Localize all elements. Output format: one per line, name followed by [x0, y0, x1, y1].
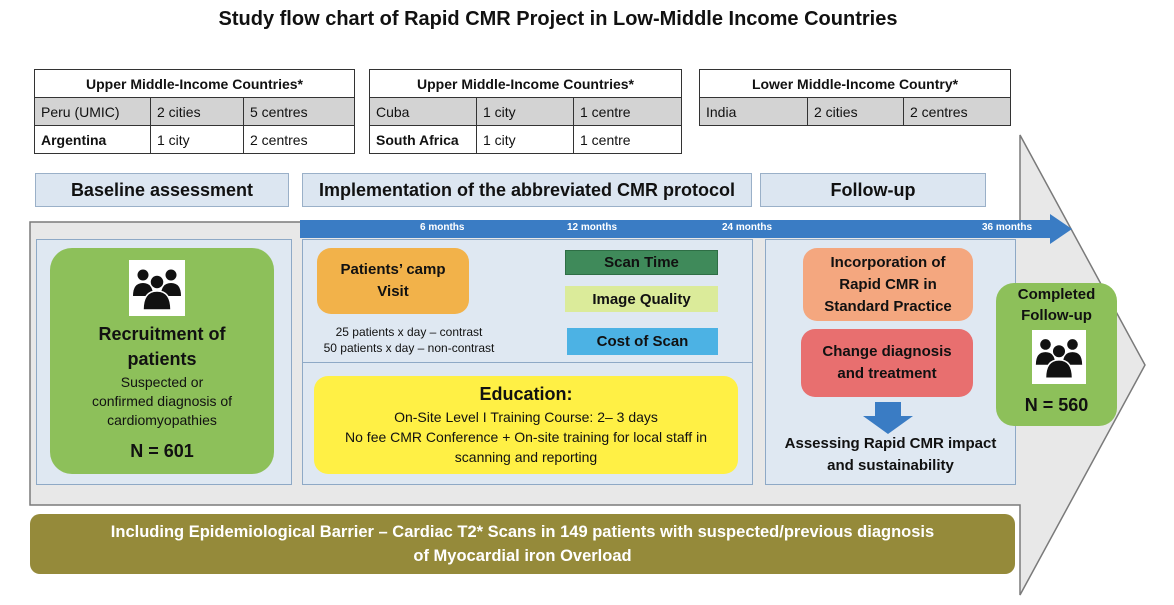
table-cell: 2 cities — [808, 98, 904, 126]
table-cell: 2 cities — [151, 98, 244, 126]
timeline-label: 12 months — [567, 222, 618, 233]
completed-title: Completed Follow-up — [1017, 286, 1096, 324]
people-icon — [1032, 330, 1086, 384]
timeline-label: 36 months — [982, 222, 1033, 233]
table-cell: 1 centre — [574, 126, 682, 154]
table-header: Upper Middle-Income Countries* — [35, 70, 355, 98]
image-quality-box: Image Quality — [565, 286, 718, 312]
recruitment-title: Recruitment of patients — [98, 324, 226, 369]
scan-time-box: Scan Time — [565, 250, 718, 275]
completed-n: N = 560 — [1024, 395, 1089, 415]
table-cell: 1 city — [477, 98, 574, 126]
education-title: Education: — [479, 384, 573, 404]
table-cell: 2 centres — [244, 126, 355, 154]
table-cell: 1 city — [151, 126, 244, 154]
table-cell: 1 centre — [574, 98, 682, 126]
assessing-impact-text: Assessing Rapid CMR impact and sustainability — [784, 435, 997, 474]
camp-detail-noncontrast: 50 patients x day – non-contrast — [323, 341, 495, 355]
timeline-label: 6 months — [420, 222, 465, 233]
table-cell: India — [700, 98, 808, 126]
table-header: Upper Middle-Income Countries* — [370, 70, 682, 98]
phase-implementation: Implementation of the abbreviated CMR protocol — [302, 173, 752, 207]
page-title: Study flow chart of Rapid CMR Project in Low-Middle Income Countries — [218, 8, 898, 30]
education-box — [314, 376, 738, 474]
table-cell: 2 centres — [904, 98, 1011, 126]
table-cell: South Africa — [370, 126, 477, 154]
incorporation-box: Incorporation of Rapid CMR in Standard Practice — [803, 248, 973, 321]
recruitment-desc: Suspected or confirmed diagnosis of cardiomyopathies — [91, 374, 233, 428]
camp-detail-contrast: 25 patients x day – contrast — [335, 325, 483, 339]
phase-baseline: Baseline assessment — [35, 173, 289, 207]
country-table-umic-1 — [34, 69, 355, 154]
country-table-lmic — [699, 69, 1011, 126]
table-header: Lower Middle-Income Country* — [700, 70, 1011, 98]
phase-followup: Follow-up — [760, 173, 986, 207]
timeline-label: 24 months — [722, 222, 773, 233]
education-line1: On-Site Level I Training Course: 2– 3 days — [394, 409, 658, 425]
country-table-umic-2 — [369, 69, 682, 154]
education-line2: No fee CMR Conference + On-site training for local staff in scanning and reporting — [345, 429, 707, 465]
table-cell: 1 city — [477, 126, 574, 154]
epidemiological-banner: Including Epidemiological Barrier – Cardiac T2* Scans in 149 patients with suspected/previous diagnosis of Myocardial iron Overload — [30, 514, 1015, 574]
table-cell: Argentina — [35, 126, 151, 154]
people-icon — [129, 260, 185, 316]
table-cell: Cuba — [370, 98, 477, 126]
table-cell: 5 centres — [244, 98, 355, 126]
change-diagnosis-box: Change diagnosis and treatment — [801, 329, 973, 397]
down-arrow-icon — [863, 402, 913, 434]
cost-of-scan-box: Cost of Scan — [567, 328, 718, 355]
recruitment-n: N = 601 — [130, 441, 194, 461]
table-cell: Peru (UMIC) — [35, 98, 151, 126]
patients-camp-box: Patients’ camp Visit — [317, 248, 469, 314]
